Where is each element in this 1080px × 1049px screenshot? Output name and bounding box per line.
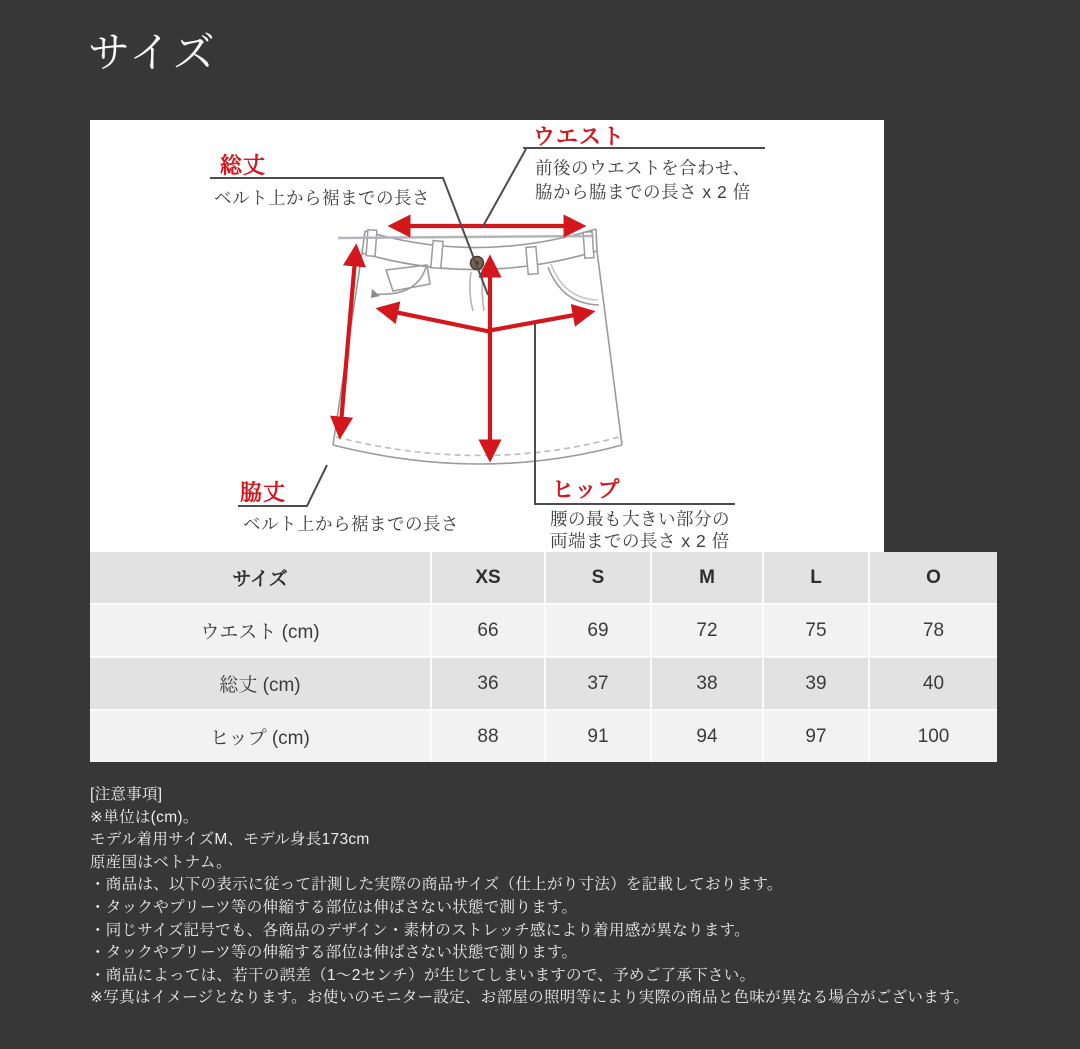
- label-waist-desc-1: 前後のウエストを合わせ、: [535, 158, 751, 178]
- label-hip: ヒップ: [552, 477, 621, 502]
- col-header-size: サイズ: [90, 552, 431, 604]
- label-side-length-desc: ベルト上から裾までの長さ: [243, 514, 459, 534]
- col-header-xs: XS: [431, 552, 545, 604]
- label-total-length-desc: ベルト上から裾までの長さ: [214, 188, 430, 208]
- table-row-waist: [90, 604, 997, 657]
- label-waist-desc-2: 脇から脇までの長さ x 2 倍: [535, 182, 751, 202]
- label-side-length: 脇丈: [240, 480, 287, 505]
- side-length-measure-arrow: [340, 248, 356, 435]
- col-header-m: M: [651, 552, 763, 604]
- size-table-header-row: [90, 552, 997, 604]
- col-header-s: S: [545, 552, 651, 604]
- label-waist: ウエスト: [533, 124, 626, 149]
- note-line: 原産国はベトナム。: [90, 853, 232, 871]
- skirt-measurement-diagram: [90, 120, 884, 552]
- size-table: [90, 552, 997, 762]
- label-hip-desc-2: 両端までの長さ x 2 倍: [550, 531, 730, 551]
- col-header-o: O: [869, 552, 997, 604]
- waist-m: 72: [651, 604, 763, 657]
- table-row-hip: [90, 710, 997, 762]
- note-line: ※単位は(cm)。: [90, 808, 199, 826]
- hip-l: 97: [763, 710, 869, 762]
- page-title: サイズ: [88, 29, 217, 76]
- waist-s: 69: [545, 604, 651, 657]
- hip-measure-arrow: [380, 309, 591, 331]
- waist-xs: 66: [431, 604, 545, 657]
- total-length-o: 40: [869, 657, 997, 710]
- waist-o: 78: [869, 604, 997, 657]
- notes-section: [90, 784, 1008, 1010]
- note-line: モデル着用サイズM、モデル身長173cm: [90, 831, 370, 849]
- note-line: ・タックやプリーツ等の伸縮する部位は伸ばさない状態で測ります。: [90, 898, 578, 916]
- row-label-waist: ウエスト (cm): [90, 604, 431, 657]
- coin-pocket: [386, 265, 430, 291]
- note-line: ・タックやプリーツ等の伸縮する部位は伸ばさない状態で測ります。: [90, 944, 578, 962]
- total-length-l: 39: [763, 657, 869, 710]
- note-line: ・商品によっては、若干の誤差（1～2センチ）が生じてしまいますので、予めご了承下さい。: [90, 966, 756, 984]
- note-line: ※写真はイメージとなります。お使いのモニター設定、お部屋の照明等により実際の商品と色味が異なる場合がございます。: [90, 989, 970, 1007]
- row-label-hip: ヒップ (cm): [90, 710, 431, 762]
- total-length-m: 38: [651, 657, 763, 710]
- measurement-diagram-panel: [90, 120, 884, 552]
- note-line: ・商品は、以下の表示に従って計測した実際の商品サイズ（仕上がり寸法）を記載しております。: [90, 876, 783, 894]
- row-label-total-length: 総丈 (cm): [90, 657, 431, 710]
- table-row-total-length: [90, 657, 997, 710]
- total-length-xs: 36: [431, 657, 545, 710]
- col-header-l: L: [763, 552, 869, 604]
- waist-l: 75: [763, 604, 869, 657]
- total-length-s: 37: [545, 657, 651, 710]
- note-line: [注意事項]: [90, 786, 163, 803]
- hip-o: 100: [869, 710, 997, 762]
- hip-s: 91: [545, 710, 651, 762]
- hip-m: 94: [651, 710, 763, 762]
- label-hip-desc-1: 腰の最も大きい部分の: [550, 509, 730, 529]
- hip-xs: 88: [431, 710, 545, 762]
- note-line: ・同じサイズ記号でも、各商品のデザイン・素材のストレッチ感により着用感が異なります。: [90, 921, 750, 939]
- waist-leader-line: [482, 149, 526, 228]
- label-total-length: 総丈: [220, 153, 267, 178]
